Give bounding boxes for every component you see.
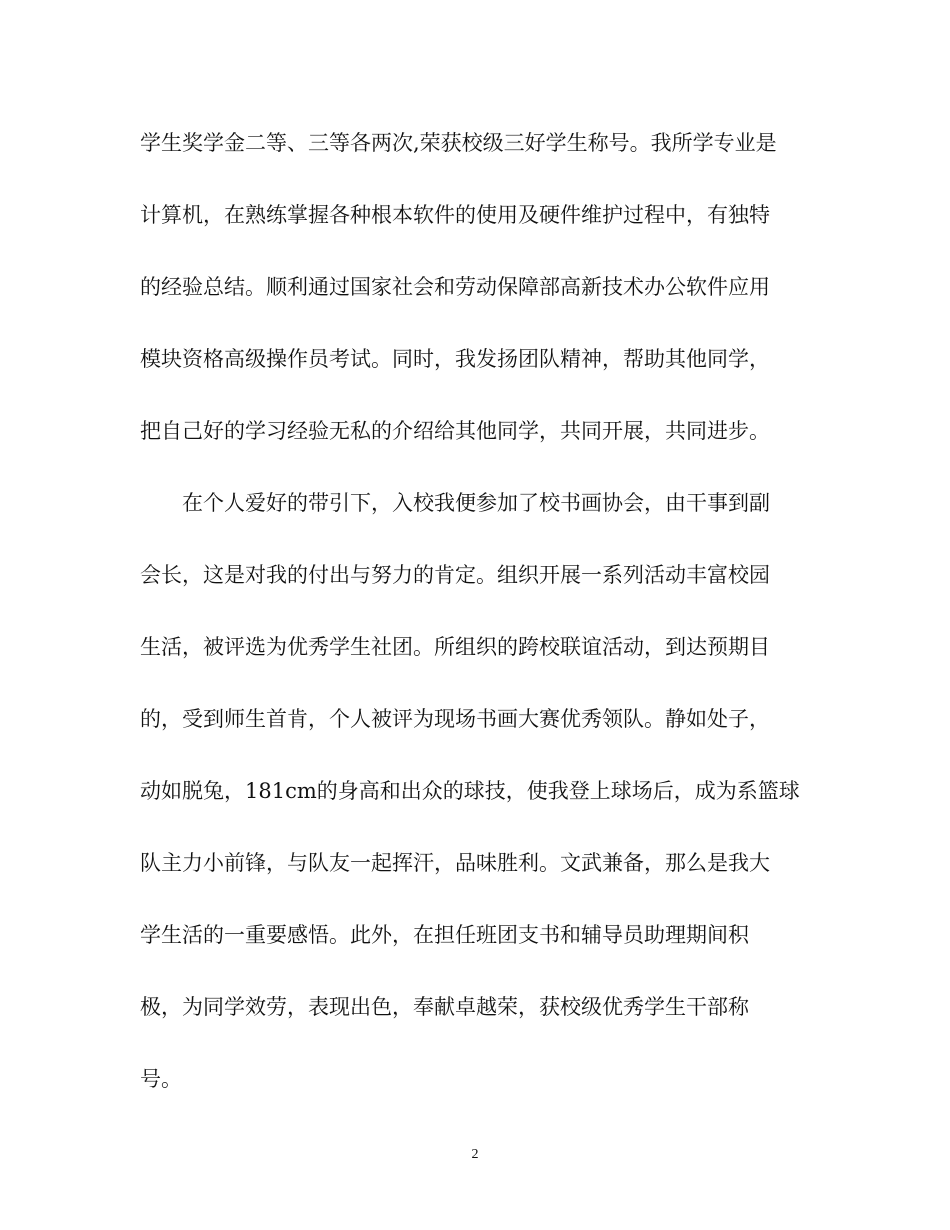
text-line: 的经验总结。顺利通过国家社会和劳动保障部高新技术办公软件应用 [140, 275, 770, 299]
page-number: 2 [471, 1147, 479, 1162]
text-line: 生活，被评选为优秀学生社团。所组织的跨校联谊活动，到达预期目 [140, 635, 770, 659]
text-line: 的，受到师生首肯，个人被评为现场书画大赛优秀领队。静如处子， [140, 707, 770, 731]
text-line: 极，为同学效劳，表现出色，奉献卓越荣，获校级优秀学生干部称 [140, 995, 749, 1019]
text-line: 学生活的一重要感悟。此外，在担任班团支书和辅导员助理期间积 [140, 923, 749, 947]
text-line: 把自己好的学习经验无私的介绍给其他同学，共同开展，共同进步。 [140, 419, 770, 443]
text-line: 学生奖学金二等、三等各两次,荣获校级三好学生称号。我所学专业是 [140, 131, 777, 155]
text-line: 计算机，在熟练掌握各种根本软件的使用及硬件维护过程中，有独特 [140, 203, 770, 227]
text-line: 会长，这是对我的付出与努力的肯定。组织开展一系列活动丰富校园 [140, 563, 770, 587]
text-line: 队主力小前锋，与队友一起挥汗，品味胜利。文武兼备，那么是我大 [140, 851, 770, 875]
text-line: 模块资格高级操作员考试。同时，我发扬团队精神，帮助其他同学， [140, 347, 770, 371]
text-line: 动如脱兔，181cm的身高和出众的球技，使我登上球场后，成为系篮球 [140, 779, 800, 803]
text-line: 号。 [140, 1067, 182, 1091]
paragraph-start-line: 在个人爱好的带引下，入校我便参加了校书画协会，由干事到副 [182, 491, 770, 515]
